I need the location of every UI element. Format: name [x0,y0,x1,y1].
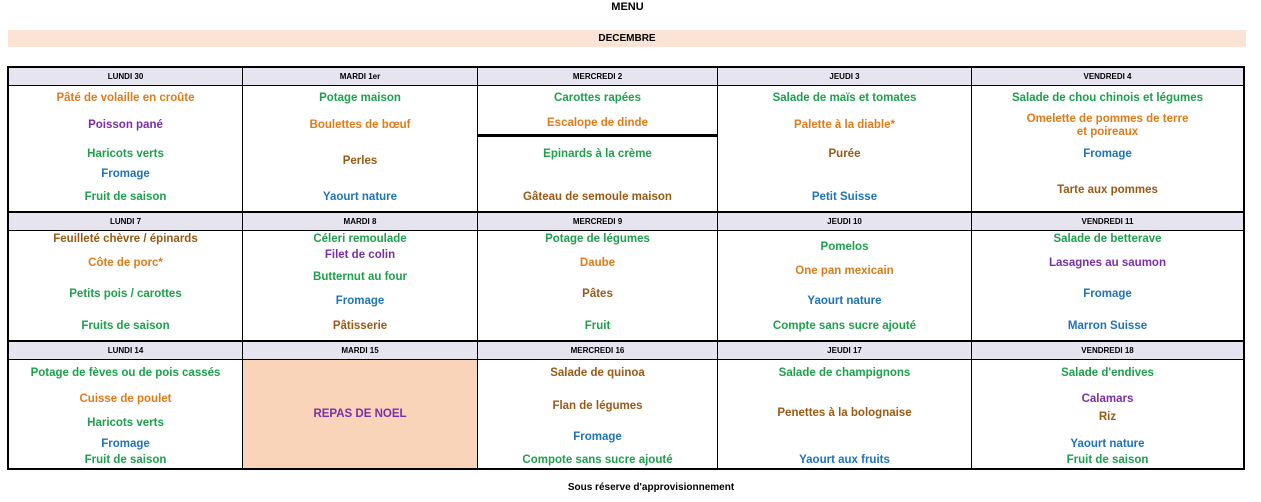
menu-item: Salade de chou chinois et légumes [1011,92,1204,104]
menu-item: Salade de quinoa [550,367,645,379]
menu-item: Omelette de pommes de terre et poireaux [1026,113,1189,138]
menu-item: Compote sans sucre ajouté [522,454,673,466]
menu-item: Fromage [335,295,385,307]
menu-item: Potage de légumes [545,233,650,245]
menu-item: Petit Suisse [811,191,878,203]
special-meal-cell: REPAS DE NOEL [243,360,477,468]
menu-item: Salade de maïs et tomates [772,92,917,104]
menu-item: Yaourt aux fruits [799,454,890,466]
menu-item: Fruit de saison [1066,454,1149,466]
menu-item: Escalope de dinde [547,117,648,129]
menu-item: Pâtisserie [332,320,388,332]
menu-item: Poisson pané [88,119,163,131]
menu-item: Perles [342,155,378,167]
menu-item: Epinards à la crème [543,148,652,160]
menu-item: One pan mexicain [795,265,894,277]
day-header: MARDI 1er [243,68,477,86]
menu-item: Pâté de volaille en croûte [56,92,195,104]
menu-item: Haricots verts [87,148,164,160]
menu-item: Daube [579,257,616,269]
day-header: VENDREDI 11 [972,213,1243,231]
menu-item: Pomelos [820,241,869,253]
day-header: JEUDI 10 [718,213,971,231]
day-header: LUNDI 30 [9,68,242,86]
menu-item: Yaourt nature [1070,438,1145,450]
menu-item: Fruit [584,320,611,332]
menu-item: Gâteau de semoule maison [523,191,672,203]
menu-item: Filet de colin [324,249,396,261]
day-header: VENDREDI 4 [972,68,1243,86]
menu-item: Flan de légumes [552,400,643,412]
menu-item: Lasagnes au saumon [1049,257,1166,269]
menu-item: Fruits de saison [81,320,170,332]
menu-item: Calamars [1081,393,1134,405]
day-header: JEUDI 3 [718,68,971,86]
menu-item: Haricots verts [87,417,164,429]
day-header: MARDI 15 [243,342,477,360]
menu-item: Cuisse de poulet [79,393,172,405]
menu-item: Boulettes de bœuf [309,119,411,131]
menu-item: Petits pois / carottes [69,288,182,300]
day-header: MERCREDI 9 [478,213,717,231]
day-header: JEUDI 17 [718,342,971,360]
footer-note: Sous réserve d'approvisionnement [567,482,735,493]
menu-item: Carottes rapées [554,92,641,104]
menu-grid [7,66,1245,470]
menu-item: Côte de porc* [88,257,163,269]
menu-item: Butternut au four [313,271,407,283]
day-header: LUNDI 7 [9,213,242,231]
menu-item: Salade de champignons [778,367,911,379]
menu-item: Tarte aux pommes [1057,184,1158,196]
menu-item: Purée [828,148,861,160]
menu-item: Yaourt nature [322,191,398,203]
day-header: VENDREDI 18 [972,342,1243,360]
month-banner: DECEMBRE [8,30,1246,47]
menu-item: Fromage [101,168,150,180]
menu-item: Feuilleté chèvre / épinards [53,233,198,245]
menu-item: Potage maison [319,92,401,104]
menu-item: Yaourt nature [807,295,882,307]
menu-item: Potage de fèves ou de pois cassés [30,367,221,379]
menu-item: Penettes à la bolognaise [777,407,912,419]
menu-item: Pâtes [582,288,613,300]
day-header: MARDI 8 [243,213,477,231]
menu-item: Fromage [1083,288,1132,300]
menu-item: Salade d'endives [1061,367,1154,379]
menu-item: Compte sans sucre ajouté [772,320,917,332]
menu-item: Fromage [1083,148,1132,160]
day-header: MERCREDI 16 [478,342,717,360]
day-header: MERCREDI 2 [478,68,717,86]
menu-item: Céleri remoulade [313,233,407,245]
cell-border [478,134,718,137]
menu-item: Salade de betterave [1053,233,1162,245]
menu-item: Fromage [101,438,150,450]
menu-item: Palette à la diable* [794,119,895,131]
day-header: LUNDI 14 [9,342,242,360]
menu-item: Riz [1098,411,1117,423]
menu-item: Fromage [573,431,622,443]
menu-item: Fruit de saison [84,191,167,203]
menu-item: Fruit de saison [84,454,167,466]
page-title: MENU [611,1,644,13]
menu-item: Marron Suisse [1067,320,1148,332]
